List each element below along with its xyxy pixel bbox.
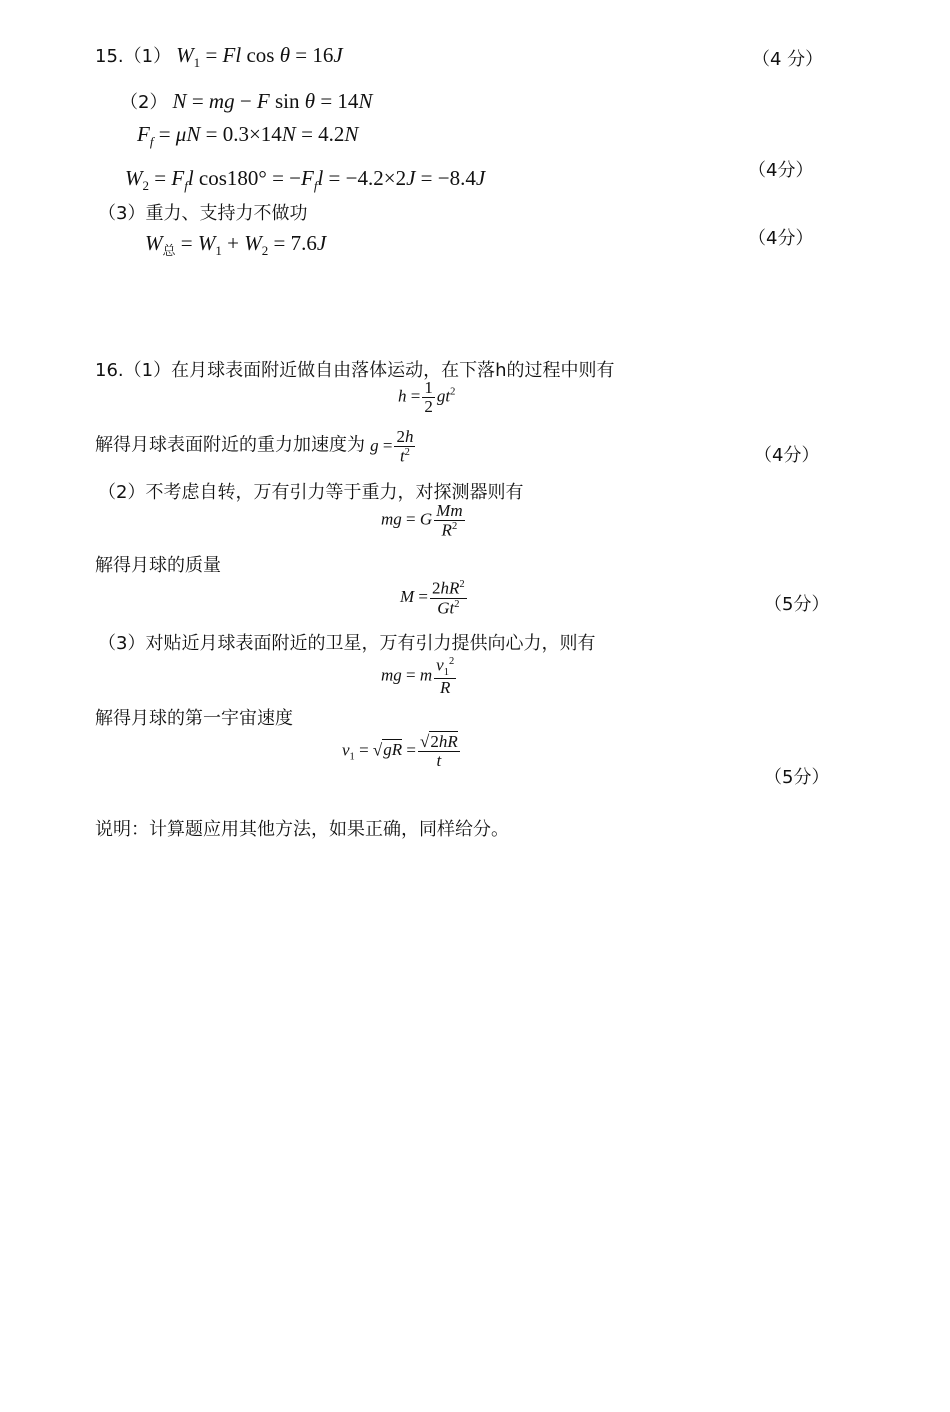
q15-part2-score: （4分） [748,160,814,181]
q16-part2-solve-text: 解得月球的质量 [95,555,221,576]
q15-part3-text: （3）重力、支持力不做功 [98,203,308,224]
q15-part2-equation-normal: N = mg − F sin θ = 14N [172,89,373,113]
q15-part2-label: （2） [120,92,168,113]
q15-part1 [95,42,343,71]
q16-part1-solve-equation: g = $\frac{2h}{t^2}$ [370,427,414,466]
q15-part3-equation: $W_总 = W_1 + W_2 = 7.6J$ [145,231,327,260]
q15-part1-label: 15.（1） [95,46,172,67]
q16-part1-equation: h = $\frac{1}{2}$ $gt^2$ [398,378,456,416]
q16-part3-solve-equation: $v_1 = √gR$ = $\frac{√2hR}{t}$ [342,732,458,770]
q15-part2-equation-friction: $F_f = \mu N = 0.3\times 14N = 4.2N$ [137,122,359,150]
q15-part3-score: （4分） [748,228,814,249]
q16-part2-solve-equation: M = $\frac{2hR^2}{Gt^2}$ [400,578,465,618]
q16-part1-solve [95,428,417,465]
q16-part3-score: （5分） [764,767,830,788]
q16-part1-score: （4分） [754,445,820,466]
q15-part1-score: （4 分） [752,49,824,70]
q15-part1-equation: $W_1 = Fl$ cos θ = 16J [176,43,343,71]
q16-part1-text: 16.（1）在月球表面附近做自由落体运动，在下落h的过程中则有 [95,360,615,381]
q16-part3-equation: mg = m $\frac{v_1^2}{R}$ [381,655,455,698]
q16-part2-score: （5分） [764,594,830,615]
q16-part2-equation: mg = G $\frac{Mm}{R^2}$ [381,501,463,540]
q16-part1-solve-text: 解得月球表面附近的重力加速度为 [95,434,365,456]
q15-part2-equation-work: $W_2 = F_fl$ $\cos 180^\circ = -F_fl = -4.2\times 2J = -8.4J$ [125,166,486,194]
q15-part2 [120,88,372,114]
q16-part3-text: （3）对贴近月球表面附近的卫星，万有引力提供向心力，则有 [98,633,596,654]
q16-part2-text: （2）不考虑自转，万有引力等于重力，对探测器则有 [98,482,524,503]
grading-note: 说明：计算题应用其他方法，如果正确，同样给分。 [95,819,509,840]
q16-part3-solve-text: 解得月球的第一宇宙速度 [95,708,293,729]
